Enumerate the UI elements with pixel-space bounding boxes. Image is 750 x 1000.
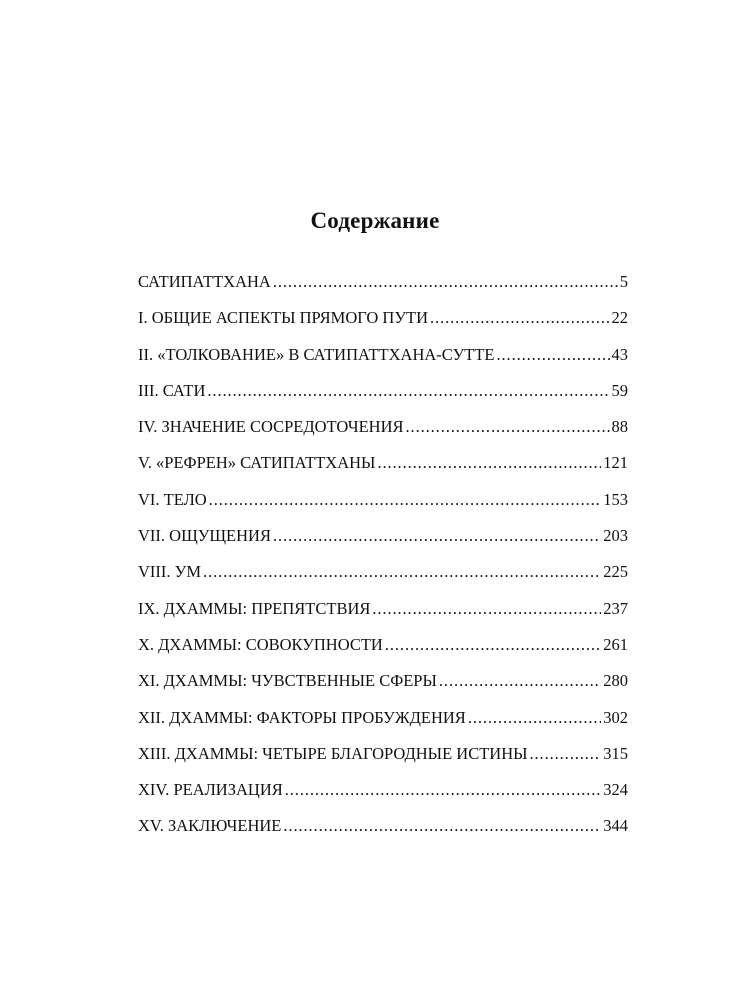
dot-leader [430, 308, 610, 328]
toc-page-number: 261 [603, 634, 628, 654]
dot-leader [203, 562, 601, 582]
toc-entry-title: XII. ДХАММЫ: ФАКТОРЫ ПРОБУЖДЕНИЯ [138, 707, 466, 727]
toc-page-number: 153 [603, 489, 628, 509]
toc-entry-title: I. ОБЩИЕ АСПЕКТЫ ПРЯМОГО ПУТИ [138, 308, 428, 328]
toc-entry[interactable] [138, 272, 628, 308]
toc-entry[interactable] [138, 345, 628, 381]
toc-entry-title: VIII. УМ [138, 562, 202, 582]
toc-entry[interactable] [138, 635, 628, 671]
dot-leader [283, 816, 601, 836]
toc-entry-title: XV. ЗАКЛЮЧЕНИЕ [138, 816, 282, 836]
dot-leader [273, 272, 618, 292]
toc-page-number: 121 [603, 453, 628, 473]
toc-page-number: 237 [603, 598, 628, 618]
dot-leader [273, 526, 601, 546]
toc-page-number: 43 [611, 344, 628, 364]
dot-leader [285, 780, 602, 800]
toc-entry[interactable] [138, 453, 628, 489]
toc-entry-title: II. «ТОЛКОВАНИЕ» В САТИПАТТХАНА-СУТТЕ [138, 344, 495, 364]
toc-page-number: 22 [611, 308, 628, 328]
toc-page-number: 344 [603, 816, 628, 836]
toc-entry[interactable] [138, 744, 628, 780]
toc-entry[interactable] [138, 308, 628, 344]
toc-entry-title: XIII. ДХАММЫ: ЧЕТЫРЕ БЛАГОРОДНЫЕ ИСТИНЫ [138, 743, 528, 763]
toc-entry-title: III. САТИ [138, 380, 206, 400]
toc-entry-title: VI. ТЕЛО [138, 489, 207, 509]
toc-entry-title: IX. ДХАММЫ: ПРЕПЯТСТВИЯ [138, 598, 371, 618]
toc-entry-title: V. «РЕФРЕН» САТИПАТТХАНЫ [138, 453, 376, 473]
toc-page-number: 225 [603, 562, 628, 582]
toc-entry-title: САТИПАТТХАНА [138, 272, 271, 291]
toc-entry-title: XIV. РЕАЛИЗАЦИЯ [138, 780, 283, 800]
toc-entry[interactable] [138, 417, 628, 453]
toc-page-number: 88 [611, 417, 628, 437]
toc-entry[interactable] [138, 381, 628, 417]
dot-leader [207, 381, 609, 401]
toc-entry[interactable] [138, 490, 628, 526]
toc-entry[interactable] [138, 780, 628, 816]
dot-leader [377, 453, 601, 473]
toc-page-number: 302 [603, 707, 628, 727]
dot-leader [439, 671, 601, 691]
toc-entry[interactable] [138, 708, 628, 744]
dot-leader [406, 417, 610, 437]
toc-entry-title: XI. ДХАММЫ: ЧУВСТВЕННЫЕ СФЕРЫ [138, 671, 437, 691]
toc-page-number: 324 [603, 780, 628, 800]
dot-leader [385, 635, 601, 655]
toc-entry[interactable] [138, 562, 628, 598]
toc-page-number: 315 [603, 743, 628, 763]
toc-page-number: 203 [603, 526, 628, 546]
toc-entry-title: X. ДХАММЫ: СОВОКУПНОСТИ [138, 634, 383, 654]
table-of-contents [138, 272, 628, 853]
toc-entry[interactable] [138, 599, 628, 635]
toc-entry[interactable] [138, 671, 628, 707]
dot-leader [530, 744, 602, 764]
toc-entry[interactable] [138, 526, 628, 562]
toc-entry[interactable] [138, 816, 628, 852]
dot-leader [372, 599, 601, 619]
toc-page-number: 59 [611, 380, 628, 400]
toc-page-number: 5 [619, 272, 628, 291]
dot-leader [209, 490, 602, 510]
toc-entry-title: IV. ЗНАЧЕНИЕ СОСРЕДОТОЧЕНИЯ [138, 417, 404, 437]
page-title: Содержание [310, 208, 440, 233]
toc-page-number: 280 [603, 671, 628, 691]
toc-entry-title: VII. ОЩУЩЕНИЯ [138, 526, 271, 546]
dot-leader [497, 345, 610, 365]
dot-leader [468, 708, 601, 728]
